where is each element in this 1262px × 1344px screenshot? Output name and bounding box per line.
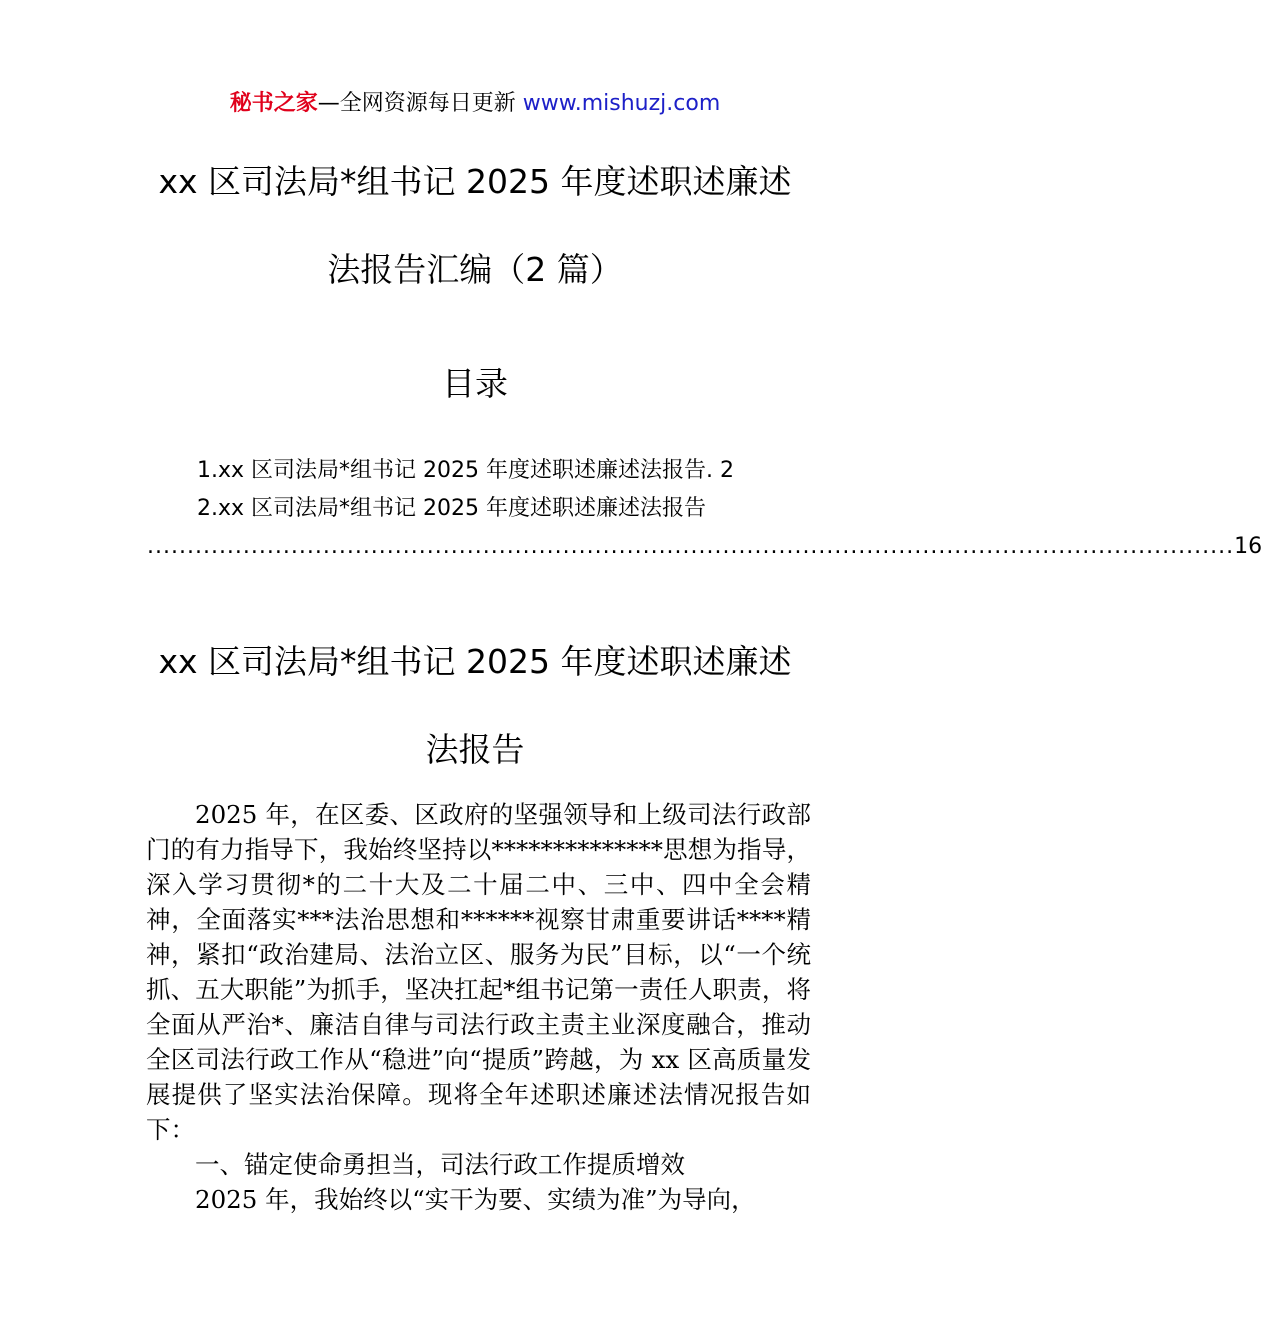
toc-item-2-leader[interactable] (147, 528, 1262, 566)
paragraph-section-1: 2025 年，我始终以“实干为要、实绩为准”为导向， (195, 1185, 756, 1214)
compilation-title-line-1: xx 区司法局*组书记 2025 年度述职述廉述 (158, 162, 792, 201)
article-title-line-1: xx 区司法局*组书记 2025 年度述职述廉述 (158, 642, 792, 681)
header-tagline: —全网资源每日更新 (317, 91, 523, 116)
toc-leader-dots: ........................................................................................................................................ (147, 534, 1235, 559)
paragraph-intro: 2025 年，在区委、区政府的坚强领导和上级司法行政部门的有力指导下，我始终坚持以**************思想为指导，深入学习贯彻*的二十大及二十届二中、三中、四中全会精神，全面落实***法治思想和******视察甘肃重要讲话****精神，紧扣“政治建局、法治立区、服务为民”目标，以“一个统抓、五大职能”为抓手，坚决扛起*组书记第一责任人职责，将全面从严治*、廉洁自律与司法行政主责主业深度融合，推动全区司法行政工作从“稳进”向“提质”跨越，为 xx 区高质量发展提供了坚实法治保障。现将全年述职述廉述法情况报告如下： (146, 800, 811, 1144)
compilation-title-line-2: 法报告汇编（2 篇） (327, 250, 623, 289)
toc-item-1[interactable]: 1.xx 区司法局*组书记 2025 年度述职述廉述法报告. 2 (197, 458, 734, 483)
compilation-title (100, 138, 850, 314)
brand-name: 秘书之家 (229, 91, 318, 116)
article-body (146, 797, 811, 1217)
article-title (100, 618, 850, 794)
section-heading-1: 一、锚定使命勇担当，司法行政工作提质增效 (195, 1150, 685, 1179)
table-of-contents (147, 452, 1262, 566)
site-header (0, 88, 950, 120)
site-link[interactable]: www.mishuzj.com (522, 91, 721, 116)
toc-item-2[interactable]: 2.xx 区司法局*组书记 2025 年度述职述廉述法报告 (197, 496, 706, 521)
toc-heading: 目录 (442, 364, 508, 403)
toc-item-2-page: 16 (1234, 534, 1262, 559)
article-title-line-2: 法报告 (425, 730, 525, 769)
